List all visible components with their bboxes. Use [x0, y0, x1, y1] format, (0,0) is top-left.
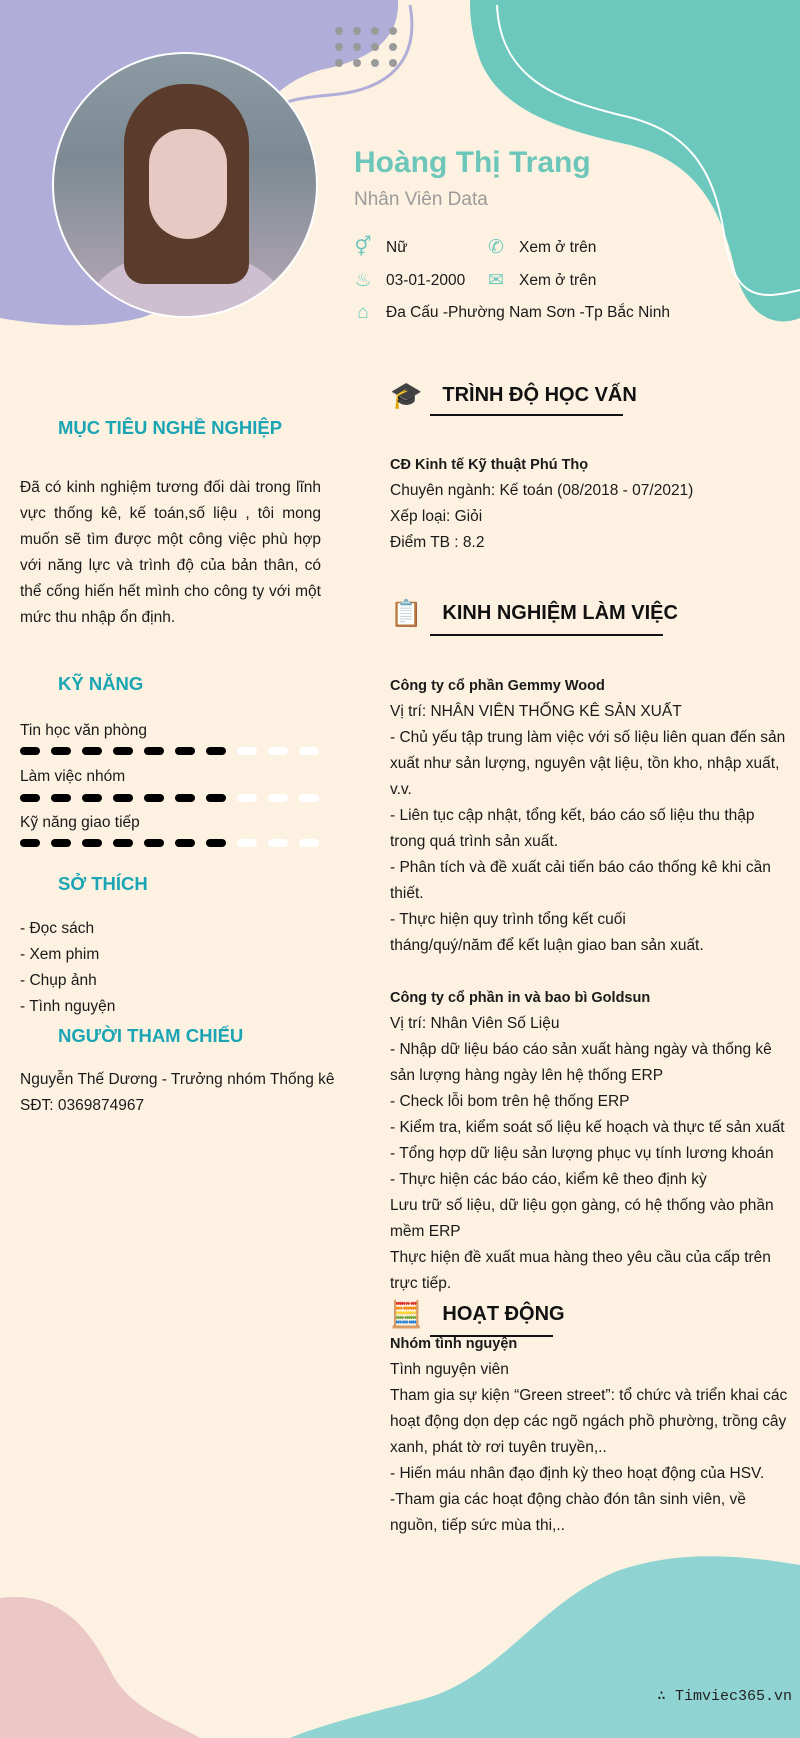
- skill-level-bar: [20, 747, 319, 755]
- email-value: Xem ở trên: [519, 271, 597, 289]
- job-detail-line: - Chủ yếu tập trung làm việc với số liệu liên quan đến sản xuất như sản lượng, nguyên vật liệu, tồn kho, nhập xuất, v.v.: [390, 729, 786, 798]
- education-line: Điểm TB : 8.2: [390, 534, 485, 551]
- reference-line: Nguyễn Thế Dương - Trưởng nhóm Thống kê: [20, 1071, 335, 1088]
- skill-segment-filled: [51, 794, 71, 802]
- activity-line: Tham gia sự kiện “Green street”: tổ chức và triển khai các hoạt động dọn dẹp các ngõ ngách phồ phường, trồng cây xanh, phát tờ rơi tuyên truyền,..: [390, 1387, 788, 1456]
- activity-group: Nhóm tình nguyện: [390, 1336, 518, 1352]
- skill-label: Làm việc nhóm: [20, 768, 126, 785]
- education-line: Chuyên ngành: Kế toán (08/2018 - 07/2021): [390, 482, 694, 499]
- job-detail-line: - Kiểm tra, kiểm soát số liệu kế hoạch và thực tế sản xuất: [390, 1119, 785, 1136]
- skill-segment-filled: [82, 794, 102, 802]
- hobbies-list: [20, 916, 115, 1020]
- skill-segment-filled: [206, 794, 226, 802]
- info-gender: [352, 236, 408, 259]
- hobby-item: - Đọc sách: [20, 920, 95, 937]
- hobby-item: - Tình nguyện: [20, 998, 116, 1015]
- skill-segment-filled: [144, 747, 164, 755]
- company-name: Công ty cổ phần Gemmy Wood: [390, 678, 605, 694]
- activity-line: - Hiến máu nhân đạo định kỳ theo hoạt động của HSV.: [390, 1465, 765, 1482]
- experience-underline: [430, 634, 663, 636]
- address-value: Đa Cấu -Phường Nam Sơn -Tp Bắc Ninh: [386, 304, 670, 321]
- skill-segment-filled: [144, 839, 164, 847]
- skill-segment-filled: [113, 747, 133, 755]
- skill-segment-empty: [268, 839, 288, 847]
- skill-segment-filled: [51, 839, 71, 847]
- skill-segment-filled: [175, 839, 195, 847]
- gender-icon: ⚥: [354, 237, 372, 258]
- references-list: [20, 1067, 335, 1119]
- skill-segment-empty: [237, 747, 257, 755]
- skill-segment-empty: [299, 839, 319, 847]
- activity-line: Tình nguyện viên: [390, 1361, 509, 1378]
- skill-segment-empty: [268, 747, 288, 755]
- reference-line: SĐT: 0369874967: [20, 1097, 145, 1114]
- experience-block: [390, 673, 790, 1297]
- pink-blob: [0, 1597, 200, 1738]
- school-name: CĐ Kinh tế Kỹ thuật Phú Thọ: [390, 457, 589, 473]
- footer-decoration: [0, 1540, 800, 1738]
- company-name: Công ty cổ phần in và bao bì Goldsun: [390, 990, 651, 1006]
- job-detail-line: Lưu trữ số liệu, dữ liệu gọn gàng, có hệ thống vào phần mềm ERP: [390, 1197, 774, 1240]
- home-icon: ⌂: [357, 302, 369, 323]
- coins-calculator-icon: 🧮: [390, 1299, 423, 1329]
- skill-segment-empty: [299, 794, 319, 802]
- activities-block: [390, 1331, 790, 1539]
- birthday-value: 03-01-2000: [386, 271, 466, 289]
- job-detail-line: tháng/quý/năm để kết luận giao ban sản xuất.: [390, 937, 704, 954]
- skill-segment-filled: [20, 747, 40, 755]
- skill-segment-filled: [51, 747, 71, 755]
- job-detail-line: Vị trí: NHÂN VIÊN THỐNG KÊ SẢN XUẤT: [390, 703, 682, 720]
- experience-heading: 📋 KINH NGHIỆM LÀM VIỆC: [390, 598, 678, 628]
- education-line: Xếp loại: Giỏi: [390, 508, 483, 525]
- skills-heading: KỸ NĂNG: [58, 673, 144, 694]
- job-detail-line: - Check lỗi bom trên hệ thống ERP: [390, 1093, 630, 1110]
- education-heading: 🎓 TRÌNH ĐỘ HỌC VẤN: [390, 380, 637, 410]
- skill-segment-filled: [20, 794, 40, 802]
- skill-label: Tin học văn phòng: [20, 722, 147, 739]
- accounting-document-icon: 📋: [390, 598, 423, 628]
- job-title: Nhân Viên Data: [354, 189, 488, 210]
- info-birthday: [352, 269, 465, 292]
- skill-level-bar: [20, 839, 319, 847]
- education-block: [390, 452, 790, 556]
- skill-segment-filled: [82, 747, 102, 755]
- skill-segment-empty: [237, 794, 257, 802]
- skill-segment-filled: [113, 839, 133, 847]
- envelope-icon: ✉: [488, 270, 504, 291]
- profile-photo: [52, 52, 318, 318]
- birthday-cake-icon: ♨: [354, 270, 372, 291]
- candidate-name: Hoàng Thị Trang: [354, 146, 591, 179]
- gender-value: Nữ: [386, 238, 408, 256]
- job-detail-line: Thực hiện đề xuất mua hàng theo yêu cầu của cấp trên trực tiếp.: [390, 1249, 771, 1292]
- skill-label: Kỹ năng giao tiếp: [20, 814, 140, 831]
- job-detail-line: - Phân tích và đề xuất cải tiến báo cáo thống kê khi cần thiết.: [390, 859, 771, 902]
- hobbies-heading: SỞ THÍCH: [58, 873, 148, 894]
- skill-segment-filled: [113, 794, 133, 802]
- skill-segment-filled: [206, 839, 226, 847]
- skill-level-bar: [20, 794, 319, 802]
- skill-segment-empty: [268, 794, 288, 802]
- skill-segment-filled: [175, 747, 195, 755]
- skill-segment-filled: [20, 839, 40, 847]
- whatsapp-phone-icon: ✆: [488, 237, 504, 258]
- references-heading: NGƯỜI THAM CHIẾU: [58, 1025, 244, 1046]
- job-detail-line: - Liên tục cập nhật, tổng kết, báo cáo số liệu thu thập trong quá trình sản xuất.: [390, 807, 755, 850]
- skill-segment-filled: [206, 747, 226, 755]
- objective-heading: MỤC TIÊU NGHỀ NGHIỆP: [58, 417, 283, 438]
- info-phone: [485, 236, 596, 259]
- education-underline: [430, 414, 623, 416]
- job-detail-line: - Thực hiện các báo cáo, kiểm kê theo định kỳ: [390, 1171, 707, 1188]
- info-email: [485, 269, 596, 292]
- phone-value: Xem ở trên: [519, 238, 597, 256]
- watermark: ∴ Timviec365.vn: [657, 1688, 793, 1705]
- skill-segment-filled: [82, 839, 102, 847]
- teal-bottom-blob: [290, 1556, 800, 1738]
- hobby-item: - Xem phim: [20, 946, 100, 963]
- skill-segment-empty: [299, 747, 319, 755]
- graduation-books-icon: 🎓: [390, 380, 423, 410]
- activities-heading: 🧮 HOẠT ĐỘNG: [390, 1299, 565, 1329]
- job-entry: [390, 985, 790, 1297]
- hobby-item: - Chụp ảnh: [20, 972, 97, 989]
- job-entry: [390, 673, 790, 959]
- activity-line: -Tham gia các hoạt động chào đón tân sinh viên, về nguồn, tiếp sức mùa thi,..: [390, 1491, 746, 1534]
- info-address: [352, 302, 670, 324]
- skill-segment-empty: [237, 839, 257, 847]
- skill-segment-filled: [144, 794, 164, 802]
- skill-segment-filled: [175, 794, 195, 802]
- objective-text: Đã có kinh nghiệm tương đối dài trong lĩnh vực thống kê, kế toán,số liệu , tôi mong muốn sẽ tìm được một công việc phù hợp với năng lực và trình độ của bản thân, có thể cống hiến hết mình cho công ty với một mức thu nhập ổn định.: [20, 479, 321, 626]
- job-detail-line: - Tổng hợp dữ liệu sản lượng phục vụ tính lương khoán: [390, 1145, 774, 1162]
- job-detail-line: - Thực hiện quy trình tổng kết cuối: [390, 911, 626, 928]
- job-detail-line: - Nhập dữ liệu báo cáo sản xuất hàng ngày và thống kê sản lượng hàng ngày lên hệ thống ERP: [390, 1041, 772, 1084]
- job-detail-line: Vị trí: Nhân Viên Số Liệu: [390, 1015, 560, 1032]
